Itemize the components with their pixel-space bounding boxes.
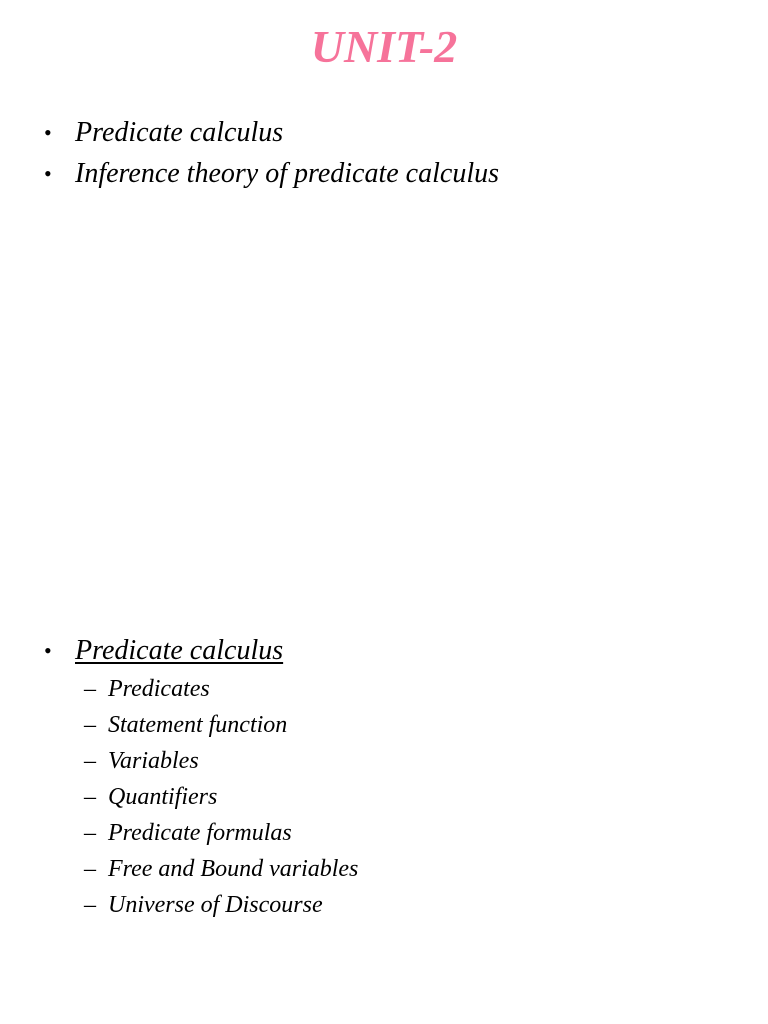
sub-item-text: Universe of Discourse	[108, 892, 323, 918]
bullet-marker: •	[44, 638, 52, 663]
dash-marker: –	[84, 892, 96, 918]
sub-item-text: Predicate formulas	[108, 820, 292, 846]
sub-item-text: Free and Bound variables	[108, 856, 359, 882]
sub-item-text: Quantifiers	[108, 784, 218, 810]
sub-item-text: Predicates	[108, 676, 210, 702]
section-heading: Predicate calculus	[75, 635, 284, 666]
dash-marker: –	[84, 856, 96, 882]
dash-marker: –	[84, 784, 96, 810]
sub-item-text: Variables	[108, 748, 199, 774]
dash-marker: –	[84, 676, 96, 702]
intro-bullet-text: Inference theory of predicate calculus	[75, 158, 499, 189]
dash-marker: –	[84, 748, 96, 774]
bullet-marker: •	[44, 161, 52, 186]
intro-bullet-text: Predicate calculus	[75, 117, 284, 148]
bullet-marker: •	[44, 120, 52, 145]
dash-marker: –	[84, 820, 96, 846]
page-title: UNIT-2	[310, 21, 458, 72]
dash-marker: –	[84, 712, 96, 738]
sub-item-text: Statement function	[108, 712, 288, 738]
